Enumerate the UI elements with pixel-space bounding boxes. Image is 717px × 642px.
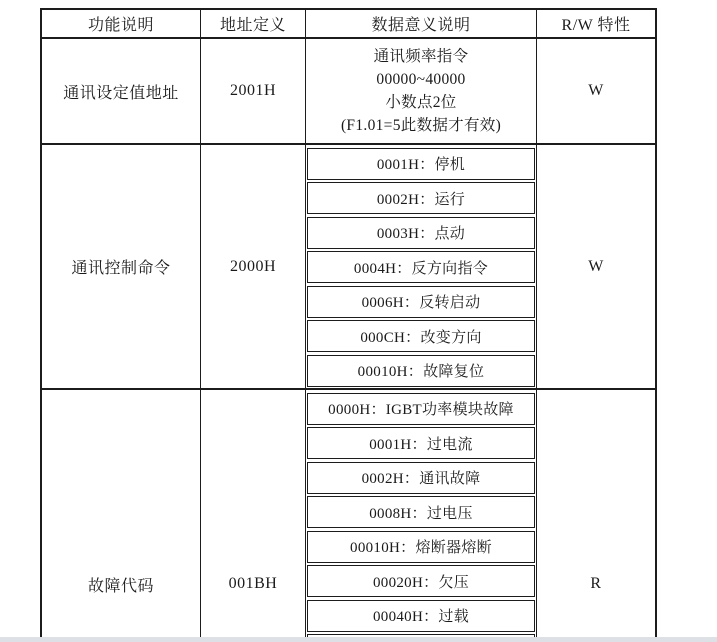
command-code-item: 0002H：运行 [307, 182, 535, 214]
command-code-item: 0004H：反方向指令 [307, 251, 535, 283]
register-definition-table [40, 8, 657, 642]
row2-rw: W [537, 145, 655, 390]
header-function: 功能说明 [42, 10, 201, 39]
row1-data-line: 通讯频率指令 [373, 48, 469, 65]
row3-function: 故障代码 [42, 390, 201, 642]
row1-address: 2001H [201, 39, 306, 145]
row1-rw: W [537, 39, 655, 145]
fault-code-item: 00020H：欠压 [307, 565, 535, 597]
row2-function: 通讯控制命令 [42, 145, 201, 390]
row2-data-meaning [306, 145, 537, 390]
command-code-item: 0001H：停机 [307, 148, 535, 180]
fault-code-item: 0008H：过电压 [307, 496, 535, 528]
row1-data-meaning [306, 39, 537, 145]
header-rw: R/W 特性 [537, 10, 655, 39]
command-code-item: 000CH：改变方向 [307, 320, 535, 352]
header-data-meaning: 数据意义说明 [306, 10, 537, 39]
row3-address: 001BH [201, 390, 306, 642]
row1-data-line: 00000~40000 [376, 71, 466, 88]
row3-rw: R [590, 575, 602, 592]
fault-code-item: 0001H：过电流 [307, 427, 535, 459]
command-code-item: 00010H：故障复位 [307, 355, 535, 387]
fault-code-item: 00010H：熔断器熔断 [307, 531, 535, 563]
row1-data-line: (F1.01=5此数据才有效) [340, 117, 502, 134]
row3-data-meaning [306, 390, 537, 642]
command-code-item: 0003H：点动 [307, 217, 535, 249]
fault-code-item: 0000H：IGBT功率模块故障 [307, 393, 535, 425]
fault-code-item: 00040H：过载 [307, 600, 535, 632]
fault-code-item: 0002H：通讯故障 [307, 462, 535, 494]
page-bottom-edge [0, 637, 717, 642]
row1-function: 通讯设定值地址 [42, 39, 201, 145]
command-code-item: 0006H：反转启动 [307, 286, 535, 318]
row1-data-line: 小数点2位 [385, 94, 457, 111]
header-address: 地址定义 [201, 10, 306, 39]
row2-address: 2000H [201, 145, 306, 390]
